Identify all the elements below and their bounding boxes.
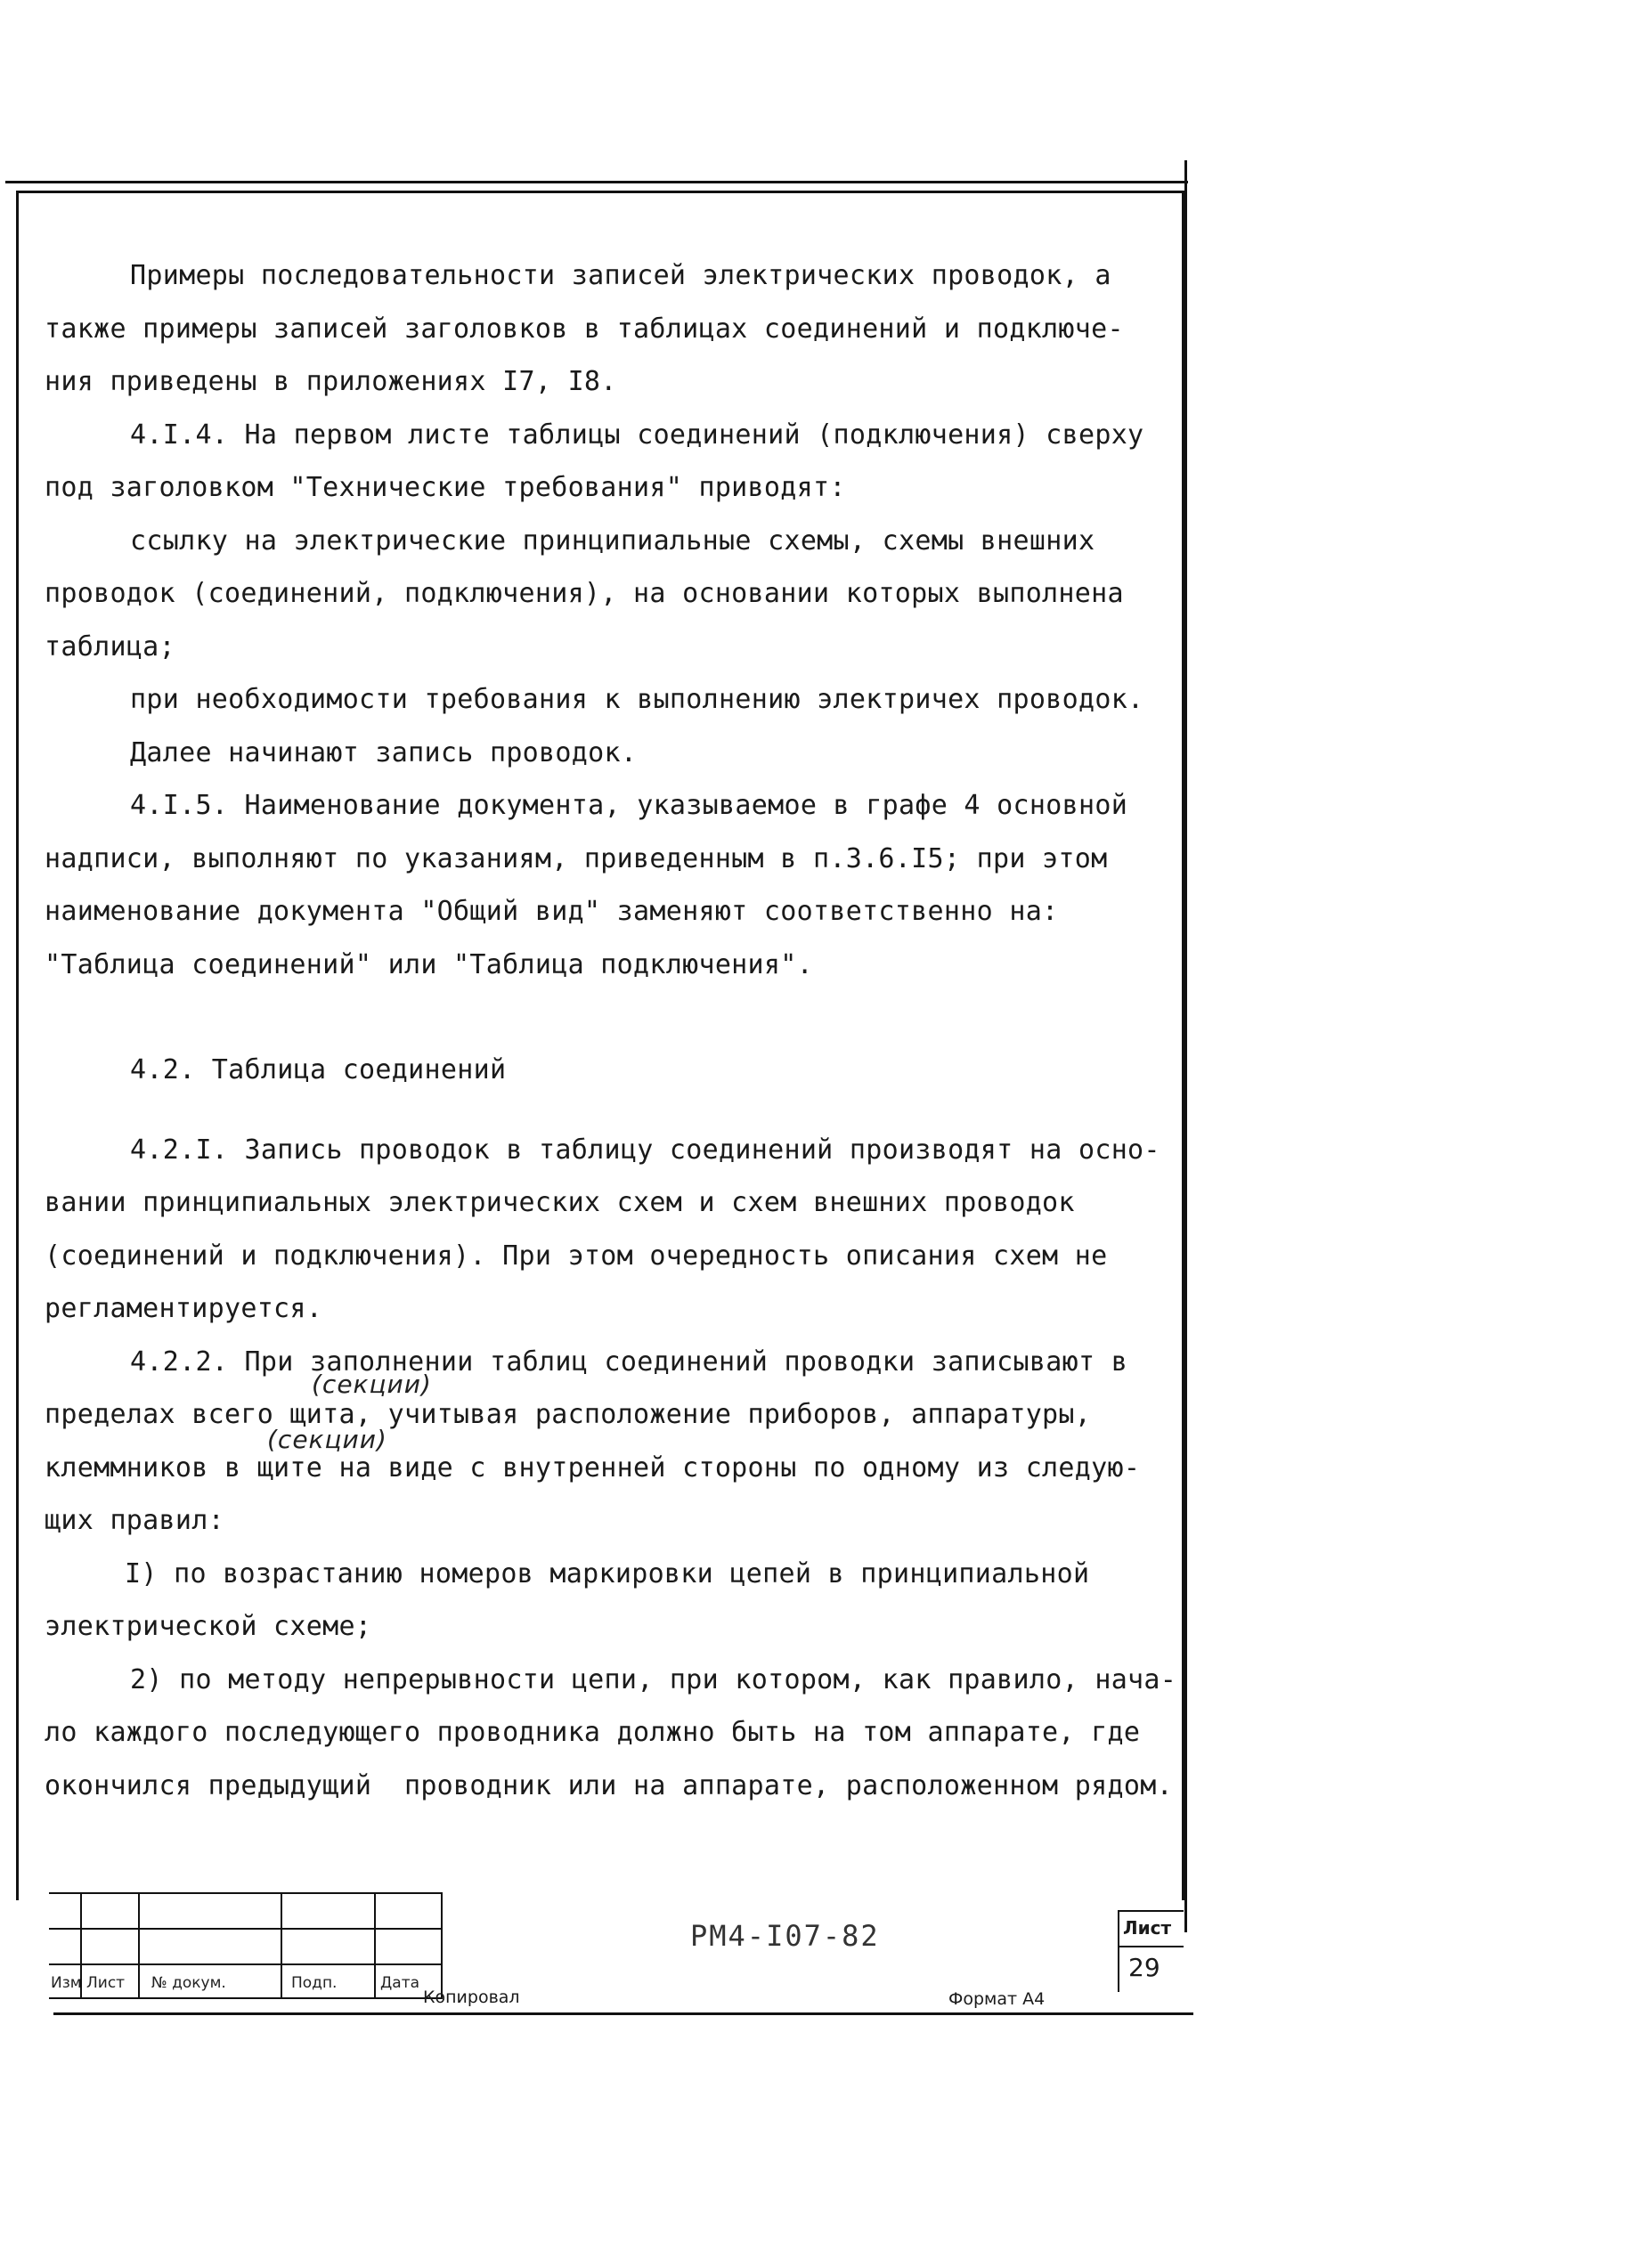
- paragraph: щих правил:: [45, 1505, 224, 1536]
- paragraph: под заголовком "Технические требования" приводят:: [45, 472, 846, 503]
- col-label-izm: Изм: [51, 1974, 82, 1992]
- sheet-box: [1118, 1910, 1184, 1992]
- col-label-list: Лист: [86, 1974, 126, 1992]
- frame-right-edge: [1184, 160, 1187, 1932]
- paragraph: клеммников в щите на виде с внутренней стороны по одному из следую-: [45, 1451, 1141, 1484]
- bottom-rule: [53, 2012, 1193, 2015]
- col-label-date: Дата: [380, 1974, 420, 1992]
- paragraph: электрической схеме;: [45, 1611, 372, 1642]
- paragraph: Далее начинают запись проводок.: [130, 736, 638, 768]
- document-code: РМ4-I07-82: [690, 1919, 880, 1953]
- title-block: [49, 1892, 1184, 1999]
- paragraph: Примеры последовательности записей электрических проводок, а: [130, 260, 1111, 291]
- paragraph: таблица;: [45, 630, 175, 663]
- paragraph: наименование документа "Общий вид" заменяют соответственно на:: [45, 896, 1059, 927]
- paragraph: ссылку на электрические принципиальные схемы, схемы внешних: [130, 524, 1095, 557]
- paragraph: при необходимости требования к выполнению электричех проводок.: [130, 684, 1144, 715]
- body-text: [45, 249, 1176, 1812]
- handwritten-note: (секции): [267, 1425, 387, 1454]
- paragraph: 2) по методу непрерывности цепи, при котором, как правило, нача-: [130, 1663, 1177, 1695]
- paragraph: "Таблица соединений" или "Таблица подключения".: [45, 948, 813, 980]
- paragraph: 4.I.4. На первом листе таблицы соединений (подключения) сверху: [130, 419, 1144, 451]
- paragraph: I) по возрастанию номеров маркировки цепей в принципиальной: [125, 1557, 1090, 1589]
- handwritten-note: (секции): [312, 1370, 432, 1399]
- col-label-sign: Подп.: [291, 1974, 338, 1992]
- footer-format: Формат А4: [948, 1989, 1046, 2009]
- paragraph: вании принципиальных электрических схем и схем внешних проводок: [45, 1187, 1075, 1218]
- paragraph: 4.2.2. При заполнении таблиц соединений проводки записывают в: [130, 1346, 1128, 1378]
- paragraph: 4.I.5. Наименование документа, указываемое в графе 4 основной: [130, 790, 1128, 821]
- footer-copy: Копировал: [423, 1988, 520, 2007]
- top-rule: [5, 181, 1188, 183]
- paragraph: (соединений и подключения). При этом очередность описания схем не: [45, 1240, 1108, 1272]
- paragraph: регламентируется.: [45, 1293, 323, 1324]
- section-heading: 4.2. Таблица соединений: [130, 1054, 507, 1085]
- paragraph: проводок (соединений, подключения), на основании которых выполнена: [45, 578, 1124, 609]
- col-label-doc: № докум.: [151, 1974, 226, 1992]
- paragraph: пределах всего щита, учитывая расположение приборов, аппаратуры,: [45, 1399, 1092, 1430]
- paragraph: надписи, выполняют по указаниям, приведенным в п.3.6.I5; при этом: [45, 842, 1108, 874]
- sheet-label: Лист: [1123, 1917, 1172, 1939]
- paragraph: 4.2.I. Запись проводок в таблицу соединений производят на осно-: [130, 1134, 1160, 1166]
- paragraph: окончился предыдущий проводник или на аппарате, расположенном рядом.: [45, 1769, 1173, 1801]
- paragraph: ло каждого последующего проводника должно быть на том аппарате, где: [45, 1717, 1141, 1748]
- sheet-number: 29: [1128, 1953, 1160, 1982]
- paragraph: ния приведены в приложениях I7, I8.: [45, 366, 617, 397]
- paragraph: также примеры записей заголовков в таблицах соединений и подключе-: [45, 313, 1124, 345]
